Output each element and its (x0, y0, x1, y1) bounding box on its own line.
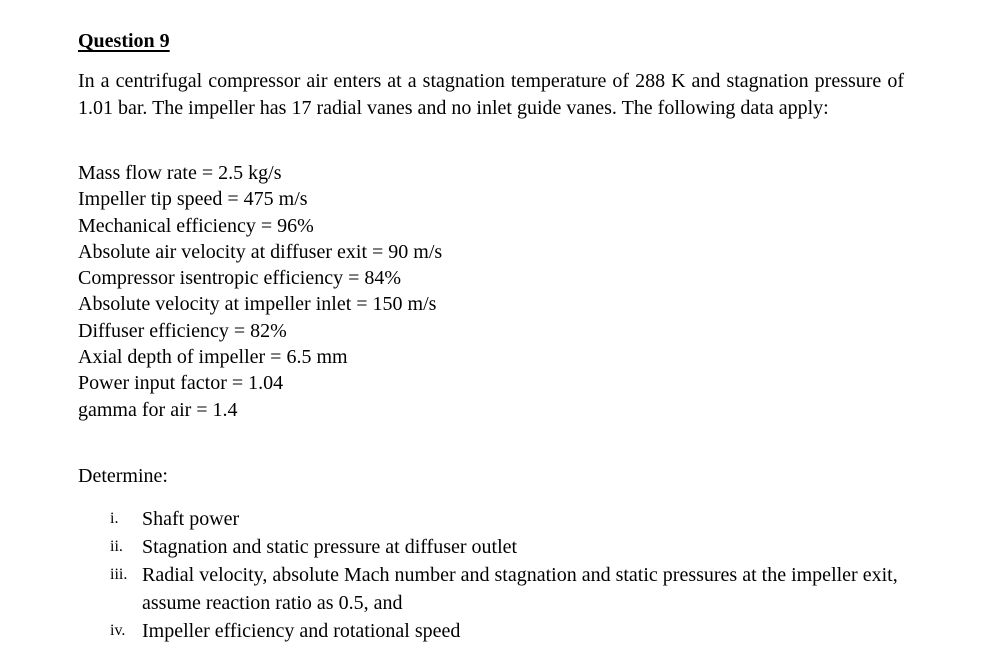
given-data-item: Mass flow rate = 2.5 kg/s (78, 162, 282, 184)
task-number: iii. (110, 566, 128, 583)
task-list (78, 505, 904, 645)
given-data-item: Axial depth of impeller = 6.5 mm (78, 346, 348, 369)
determine-heading: Determine: (78, 465, 168, 487)
given-data-list (78, 160, 442, 423)
given-data-item: Diffuser efficiency = 82% (78, 319, 287, 342)
given-data-item: gamma for air = 1.4 (78, 398, 238, 421)
task-text: Stagnation and static pressure at diffuser outlet (142, 536, 518, 558)
task-number: iv. (110, 622, 126, 639)
task-text: Impeller efficiency and rotational speed (142, 620, 461, 642)
given-data-item: Power input factor = 1.04 (78, 372, 284, 395)
given-data-item: Compressor isentropic efficiency = 84% (78, 267, 402, 290)
given-data-item: Absolute air velocity at diffuser exit = 90 m/s (78, 240, 443, 263)
task-item (78, 617, 904, 645)
given-data-item: Impeller tip speed = 475 m/s (78, 188, 308, 211)
task-number: ii. (110, 538, 123, 555)
task-item (78, 505, 904, 533)
question-title: Question 9 (78, 30, 170, 52)
task-item (78, 533, 904, 561)
task-text: Shaft power (142, 508, 240, 530)
given-data-item: Absolute velocity at impeller inlet = 150 m/s (78, 293, 437, 316)
task-number: i. (110, 510, 119, 527)
task-text: Radial velocity, absolute Mach number and stagnation and static pressures at the impeller exit, assume reaction ratio as 0.5, and (142, 564, 898, 614)
problem-statement: In a centrifugal compressor air enters at a stagnation temperature of 288 K and stagnation pressure of 1.01 bar. The impeller has 17 radial vanes and no inlet guide vanes. The following data apply: (78, 70, 904, 119)
given-data-item: Mechanical efficiency = 96% (78, 214, 314, 237)
task-item (78, 561, 904, 617)
